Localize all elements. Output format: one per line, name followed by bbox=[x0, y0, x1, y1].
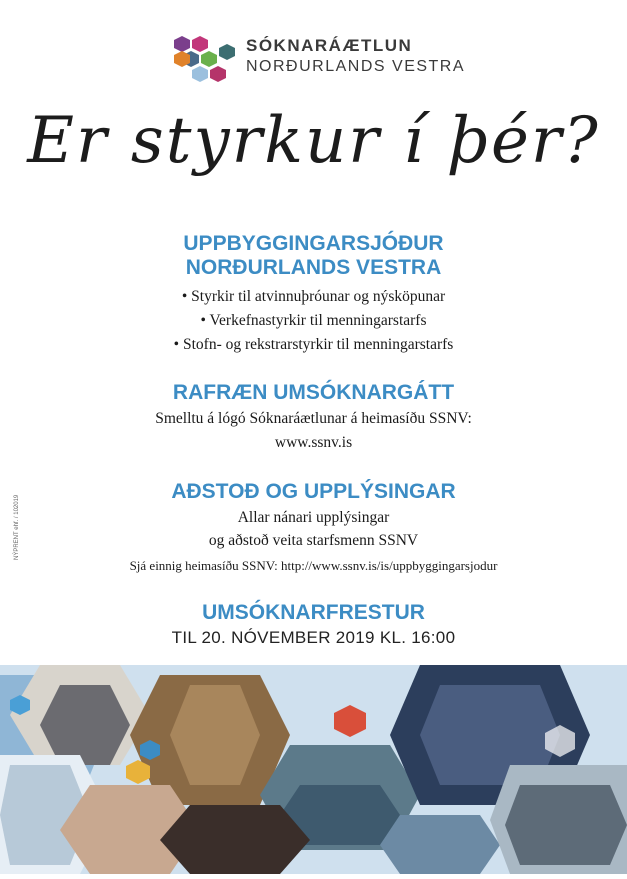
help-title: AÐSTOÐ OG UPPLÝSINGAR bbox=[171, 480, 456, 503]
fund-item: • Stofn- og rekstrarstyrkir til menningarstarfs bbox=[173, 336, 454, 353]
help-line: og aðstoð veita starfsmenn SSNV bbox=[208, 532, 419, 549]
deadline-title: UMSÓKNARFRESTUR bbox=[202, 601, 425, 624]
fund-item: • Styrkir til atvinnuþróunar og nýsköpunar bbox=[181, 288, 446, 305]
deadline-text: TIL 20. NÓVEMBER 2019 KL. 16:00 bbox=[171, 628, 456, 647]
fund-title-line2: NORÐURLANDS VESTRA bbox=[185, 256, 442, 279]
headline: Er styrkur í þér? bbox=[27, 104, 600, 178]
hexagon-collage-image bbox=[0, 665, 627, 874]
hexagon-logo-icon bbox=[172, 34, 242, 86]
photo-collage bbox=[0, 665, 627, 874]
portal-title: RAFRÆN UMSÓKNARGÁTT bbox=[172, 381, 455, 404]
help-line: Allar nánari upplýsingar bbox=[237, 509, 390, 526]
logo-title: SÓKNARÁÆTLUN bbox=[246, 36, 413, 55]
print-mark: NÝPRENT ehf. / 102019 bbox=[14, 494, 20, 560]
fund-item: • Verkefnastyrkir til menningarstarfs bbox=[200, 312, 427, 329]
fund-title-line1: UPPBYGGINGARSJÓÐUR bbox=[183, 232, 444, 255]
portal-text: Smelltu á lógó Sóknaráætlunar á heimasíðu SSNV: bbox=[155, 410, 472, 427]
help-website-link[interactable]: Sjá einnig heimasíðu SSNV: http://www.ssnv.is/is/uppbyggingarsjodur bbox=[129, 558, 498, 573]
portal-url-link[interactable]: www.ssnv.is bbox=[274, 434, 353, 451]
logo bbox=[172, 34, 472, 86]
logo-subtitle: NORÐURLANDS VESTRA bbox=[246, 58, 466, 75]
